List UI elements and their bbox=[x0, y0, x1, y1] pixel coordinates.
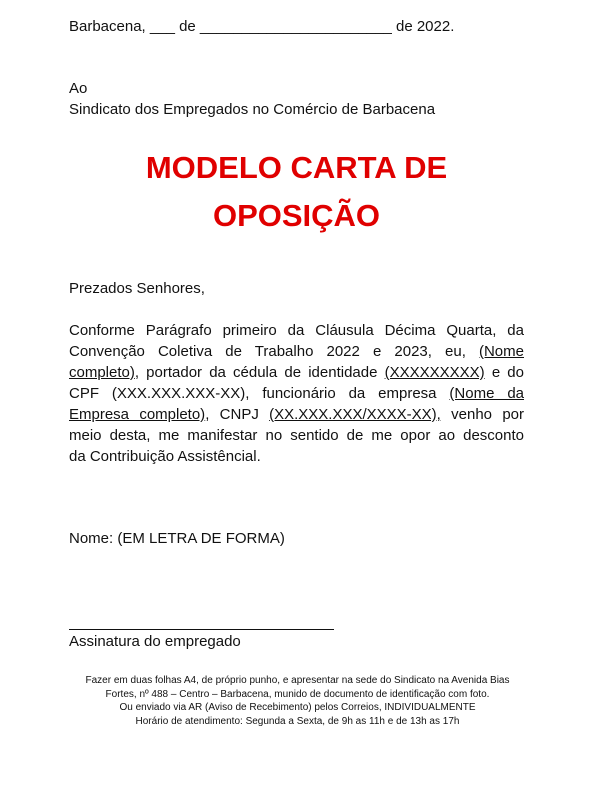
employee-name-field: Nome: (EM LETRA DE FORMA) bbox=[69, 530, 285, 547]
body-text-segment: Convenção Coletiva de Trabalho 2022 e 2023, eu, bbox=[69, 343, 466, 360]
greeting: Prezados Senhores, bbox=[69, 280, 205, 297]
body-line-6 bbox=[69, 425, 524, 446]
body-text-segment: Conforme Parágrafo primeiro da Cláusula Décima Quarta, da bbox=[69, 322, 524, 339]
document-title-line2: OPOSIÇÃO bbox=[212, 198, 381, 233]
cnpj-placeholder: (XX.XXX.XXX/XXXX-XX), bbox=[269, 406, 441, 423]
id-number-placeholder: (XXXXXXXXX) bbox=[384, 364, 485, 381]
company-name-placeholder: (Nome da bbox=[449, 385, 525, 402]
body-line-7 bbox=[69, 446, 524, 467]
recipient-name: Sindicato dos Empregados no Comércio de Barbacena bbox=[69, 101, 436, 118]
place-date-line: Barbacena, ___ de _______________________ de 2022. bbox=[69, 18, 455, 35]
body-text-segment: , portador da cédula de identidade bbox=[134, 364, 378, 381]
body-text-segment bbox=[69, 364, 377, 381]
body-text-segment: da Contribuição Assistêncial. bbox=[69, 448, 261, 465]
body-line-2 bbox=[69, 341, 524, 362]
body-text-segment bbox=[69, 406, 259, 423]
body-line-1 bbox=[69, 320, 524, 341]
recipient-salutation: Ao bbox=[69, 80, 88, 97]
footer-line-4: Horário de atendimento: Segunda a Sexta, de 9h as 11h e de 13h as 17h bbox=[135, 715, 460, 727]
letter-body bbox=[69, 320, 524, 467]
instructions-footer bbox=[40, 674, 555, 728]
company-name-placeholder: Empresa completo) bbox=[69, 406, 206, 423]
document-title-line1: MODELO CARTA DE bbox=[145, 150, 448, 185]
body-line-5 bbox=[69, 404, 524, 425]
full-name-placeholder: (Nome bbox=[478, 343, 524, 360]
body-text-segment: , CNPJ bbox=[205, 406, 259, 423]
body-line-3 bbox=[69, 362, 524, 383]
full-name-placeholder: completo) bbox=[69, 364, 135, 381]
body-text-segment: venho por bbox=[451, 406, 524, 423]
footer-line-1: Fazer em duas folhas A4, de próprio punho, e apresentar na sede do Sindicato na Avenida Bias bbox=[85, 675, 510, 686]
footer-line-2: Fortes, nº 488 – Centro – Barbacena, munido de documento de identificação com foto. bbox=[105, 688, 490, 700]
body-text-segment: meio desta, me manifestar no sentido de me opor ao desconto bbox=[69, 427, 524, 444]
footer-line-3: Ou enviado via AR (Aviso de Recebimento) pelos Correios, INDIVIDUALMENTE bbox=[119, 702, 476, 713]
signature-line bbox=[69, 629, 334, 630]
body-text-segment: CPF (XXX.XXX.XXX-XX), funcionário da empresa bbox=[69, 385, 437, 402]
body-line-4 bbox=[69, 383, 524, 404]
document-title bbox=[69, 144, 524, 240]
signature-label: Assinatura do empregado bbox=[69, 633, 241, 650]
body-text-segment: e do bbox=[491, 364, 524, 381]
